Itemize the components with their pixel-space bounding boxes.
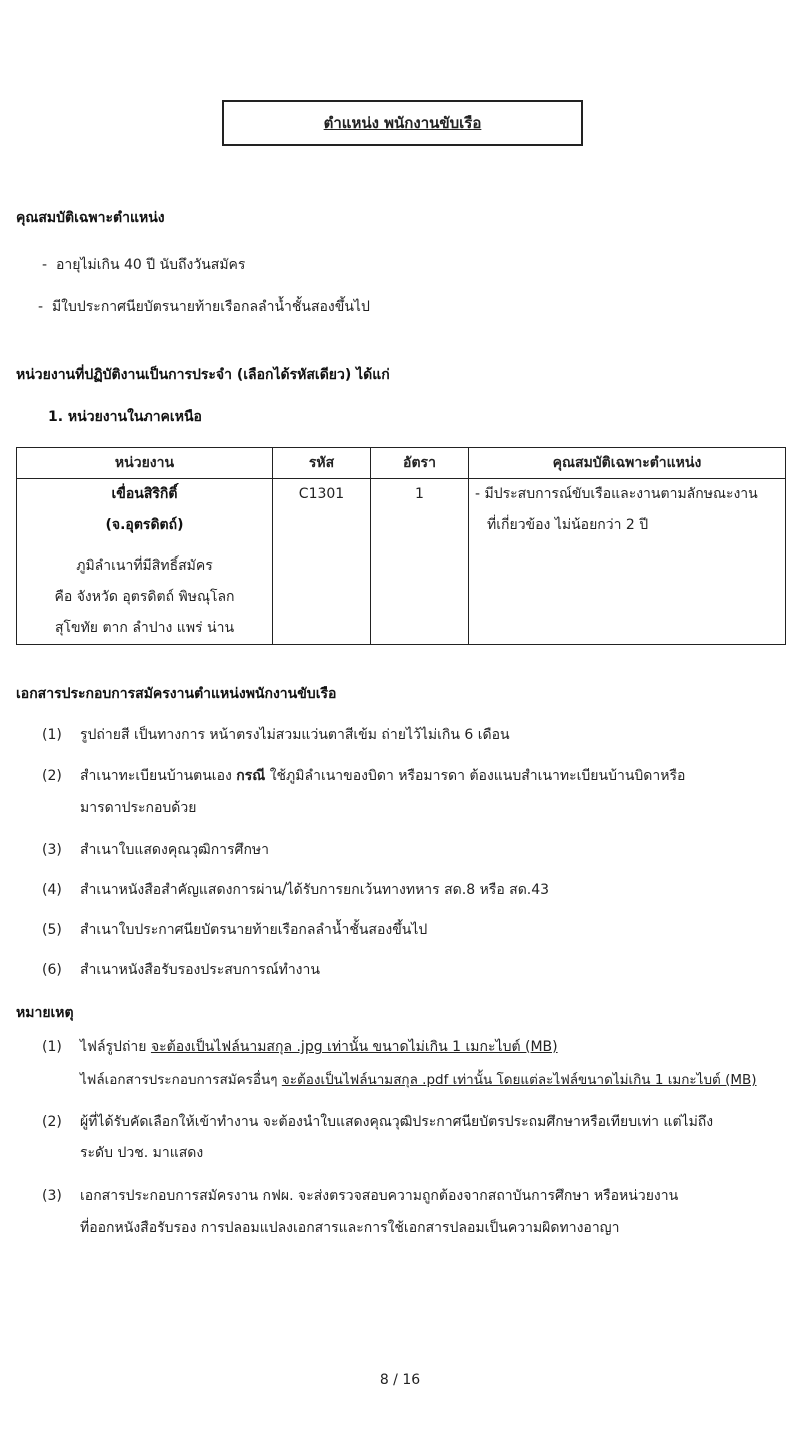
item-number: (4) xyxy=(42,882,62,898)
col-header-rate: อัตรา xyxy=(371,448,469,479)
item-bold-text: กรณี xyxy=(236,768,266,784)
item-text: ไฟล์รูปถ่าย xyxy=(80,1039,151,1055)
units-subheading: 1. หน่วยงานในภาคเหนือ xyxy=(48,409,202,425)
item-text: สำเนาใบแสดงคุณวุฒิการศึกษา xyxy=(80,842,270,858)
item-number: (1) xyxy=(42,1039,62,1055)
table-header-row xyxy=(17,448,786,479)
unit-cell xyxy=(17,479,273,645)
document-item xyxy=(42,880,549,900)
domicile-line: สุโขทัย ตาก ลำปาง แพร่ น่าน xyxy=(54,620,235,636)
item-underlined-text: จะต้องเป็นไฟล์นามสกุล .jpg เท่านั้น ขนาดไม่เกิน 1 เมกะไบต์ (MB) xyxy=(150,1039,558,1055)
document-item xyxy=(42,725,510,745)
qualifications-heading: คุณสมบัติเฉพาะตำแหน่ง xyxy=(16,210,165,226)
col-header-code: รหัส xyxy=(273,448,371,479)
item-text: รูปถ่ายสี เป็นทางการ หน้าตรงไม่สวมแว่นตาสีเข้ม ถ่ายไว้ไม่เกิน 6 เดือน xyxy=(80,727,510,743)
item-number: (6) xyxy=(42,962,62,978)
item-number: (2) xyxy=(42,1114,62,1130)
page-title: ตำแหน่ง พนักงานขับเรือ xyxy=(323,114,482,132)
document-item xyxy=(42,920,427,940)
qualification-line: - มีประสบการณ์ขับเรือและงานตามลักษณะงาน xyxy=(475,486,758,502)
item-text: ใช้ภูมิลำเนาของบิดา หรือมารดา ต้องแนบสำเนาทะเบียนบ้านบิดาหรือ xyxy=(265,768,686,784)
note-item xyxy=(42,1186,678,1206)
note-item xyxy=(42,1112,713,1132)
item-number: (2) xyxy=(42,768,62,784)
qualification-cell xyxy=(469,479,786,645)
col-header-unit: หน่วยงาน xyxy=(17,448,273,479)
qualification-text: มีใบประกาศนียบัตรนายท้ายเรือกลลำน้ำชั้นสองขึ้นไป xyxy=(51,299,370,315)
document-item xyxy=(42,960,320,980)
item-number: (3) xyxy=(42,1188,62,1204)
item-text: สำเนาใบประกาศนียบัตรนายท้ายเรือกลลำน้ำชั้นสองขึ้นไป xyxy=(80,922,428,938)
page-number: 8 / 16 xyxy=(379,1372,421,1388)
domicile-line: ภูมิลำเนาที่มีสิทธิ์สมัคร xyxy=(76,558,213,574)
document-item xyxy=(42,766,685,786)
rate-value: 1 xyxy=(415,486,424,502)
document-item-continued: มารดาประกอบด้วย xyxy=(80,800,197,816)
note-item-line: ระดับ ปวช. มาแสดง xyxy=(80,1145,204,1161)
domicile-line: คือ จังหวัด อุตรดิตถ์ พิษณุโลก xyxy=(54,589,235,605)
code-cell xyxy=(273,479,371,645)
title-box xyxy=(222,100,583,146)
item-text: เอกสารประกอบการสมัครงาน กฟผ. จะส่งตรวจสอบความถูกต้องจากสถาบันการศึกษา หรือหน่วยงาน xyxy=(80,1188,679,1204)
qualification-item: - อายุไม่เกิน 40 ปี นับถึงวันสมัคร xyxy=(42,257,246,273)
item-text: สำเนาทะเบียนบ้านตนเอง xyxy=(80,768,237,784)
documents-heading: เอกสารประกอบการสมัครงานตำแหน่งพนักงานขับเรือ xyxy=(16,686,337,702)
units-table xyxy=(16,447,786,645)
code-value: C1301 xyxy=(298,486,345,502)
rate-cell xyxy=(371,479,469,645)
note-item-line: ที่ออกหนังสือรับรอง การปลอมแปลงเอกสารและการใช้เอกสารปลอมเป็นความผิดทางอาญา xyxy=(80,1220,620,1236)
item-number: (1) xyxy=(42,727,62,743)
note-item-line xyxy=(80,1070,757,1090)
item-number: (5) xyxy=(42,922,62,938)
note-item xyxy=(42,1037,558,1057)
units-heading: หน่วยงานที่ปฏิบัติงานเป็นการประจำ (เลือกได้รหัสเดียว) ได้แก่ xyxy=(16,367,390,383)
table-row xyxy=(17,479,786,645)
unit-name: เขื่อนสิริกิติ์ xyxy=(111,486,178,502)
qualification-item: - มีใบประกาศนียบัตรนายท้ายเรือกลลำน้ำชั้นสองขึ้นไป xyxy=(38,299,370,315)
notes-heading: หมายเหตุ xyxy=(16,1005,74,1021)
col-header-qualification: คุณสมบัติเฉพาะตำแหน่ง xyxy=(469,448,786,479)
qualification-line: ที่เกี่ยวข้อง ไม่น้อยกว่า 2 ปี xyxy=(487,517,649,533)
item-number: (3) xyxy=(42,842,62,858)
item-text: สำเนาหนังสือรับรองประสบการณ์ทำงาน xyxy=(80,962,320,978)
item-underlined-text: จะต้องเป็นไฟล์นามสกุล .pdf เท่านั้น โดยแต่ละไฟล์ขนาดไม่เกิน 1 เมกะไบต์ (MB) xyxy=(281,1072,757,1088)
item-text: ไฟล์เอกสารประกอบการสมัครอื่นๆ xyxy=(80,1072,282,1088)
unit-province: (จ.อุตรดิตถ์) xyxy=(105,517,184,533)
qualification-text: อายุไม่เกิน 40 ปี นับถึงวันสมัคร xyxy=(55,257,246,273)
item-text: สำเนาหนังสือสำคัญแสดงการผ่าน/ได้รับการยกเว้นทางทหาร สด.8 หรือ สด.43 xyxy=(80,882,550,898)
item-text: ผู้ที่ได้รับคัดเลือกให้เข้าทำงาน จะต้องนำใบแสดงคุณวุฒิประกาศนียบัตรประถมศึกษาหรือเทียบเท่า แต่ไม่ถึง xyxy=(80,1114,714,1130)
document-item xyxy=(42,840,269,860)
